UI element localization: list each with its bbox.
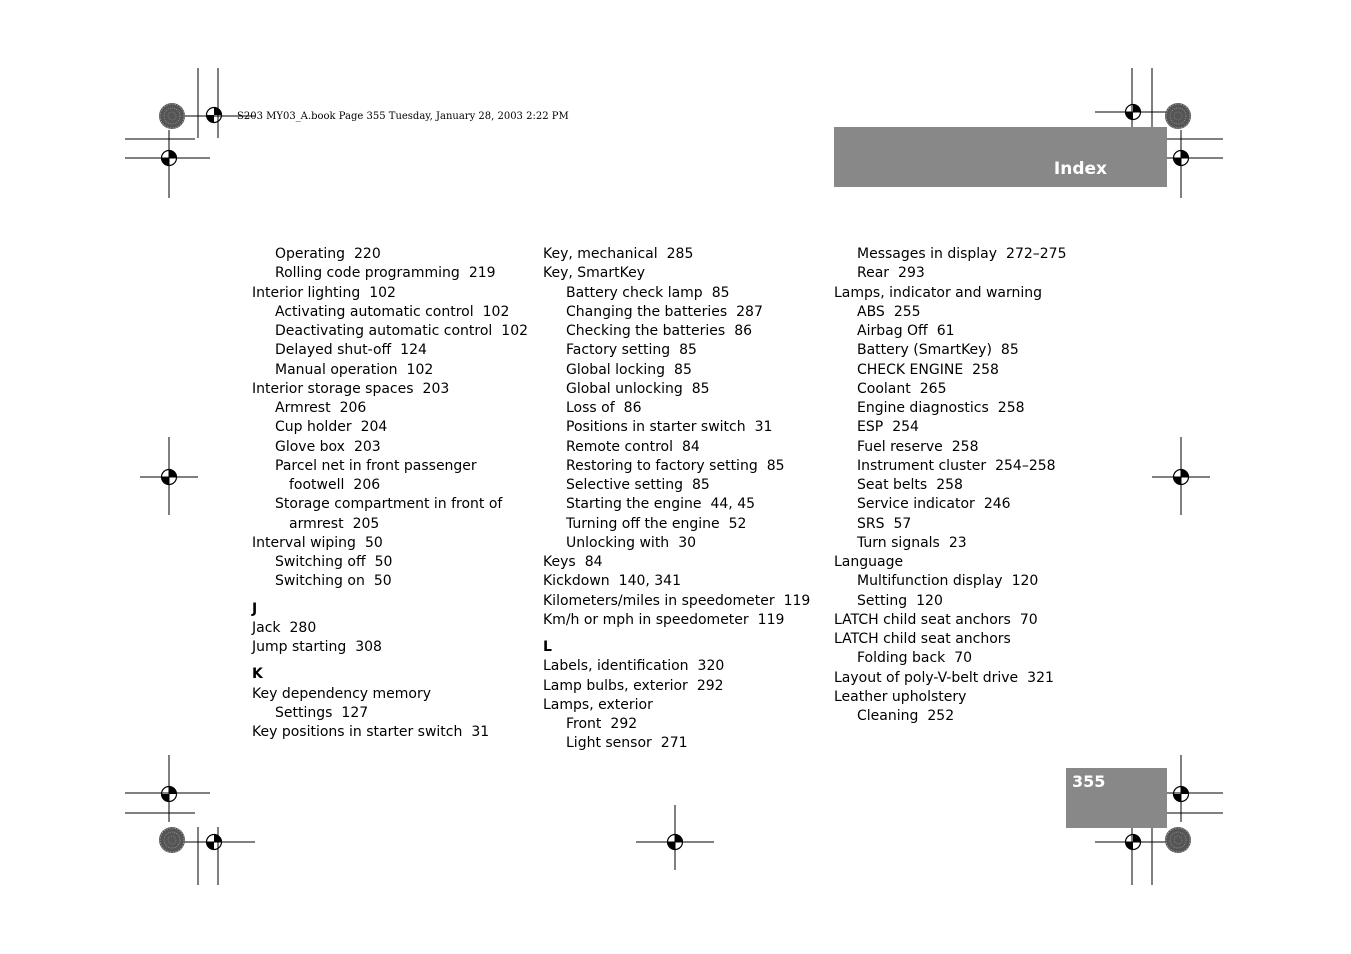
index-term: Settings <box>275 704 333 721</box>
index-page-ref: 120 <box>1011 573 1039 590</box>
index-term: Fuel reserve <box>857 438 943 455</box>
index-page-ref: 205 <box>352 515 380 532</box>
index-term: Seat belts <box>857 477 928 493</box>
index-term: CHECK ENGINE <box>857 361 964 378</box>
index-entry <box>834 707 1119 726</box>
index-page-ref: 203 <box>353 438 381 455</box>
index-page-ref: 50 <box>373 573 392 590</box>
index-term: Restoring to factory setting <box>566 457 758 474</box>
index-term: Language <box>834 554 904 570</box>
index-entry <box>834 688 1119 707</box>
index-page-ref: 85 <box>679 342 697 359</box>
index-entry <box>543 264 828 283</box>
index-page-ref: 85 <box>691 477 710 493</box>
index-term: Interior storage spaces <box>252 380 414 397</box>
index-term: Global locking <box>566 361 666 378</box>
index-entry <box>543 592 828 611</box>
index-term: footwell <box>289 477 345 493</box>
index-entry <box>834 284 1119 303</box>
index-term: Jump starting <box>252 639 347 655</box>
index-term: Armrest <box>275 400 331 416</box>
index-page-ref: 206 <box>353 477 381 493</box>
index-term: Checking the batteries <box>566 323 726 339</box>
index-term: ABS <box>857 303 885 320</box>
index-term: ESP <box>857 419 884 436</box>
index-term: Kilometers/miles in speedometer <box>543 592 775 609</box>
index-page-ref: 308 <box>355 639 382 655</box>
index-entry <box>543 361 828 380</box>
index-term: Labels, identification <box>543 658 689 675</box>
index-page-ref: 84 <box>584 554 603 570</box>
index-term: Messages in display <box>857 246 998 262</box>
index-page-ref: 206 <box>339 400 367 416</box>
index-entry <box>543 696 828 715</box>
index-entry <box>543 611 828 630</box>
index-page-ref: 272–275 <box>1006 246 1067 262</box>
index-entry <box>543 657 828 676</box>
index-term: Front <box>566 716 602 732</box>
index-entry <box>252 303 537 322</box>
index-entry <box>543 303 828 322</box>
index-term: Jack <box>252 619 281 636</box>
index-entry <box>543 284 828 303</box>
index-entry <box>543 438 828 457</box>
index-page-ref: 265 <box>919 380 947 397</box>
index-page-ref: 258 <box>951 438 979 455</box>
index-entry <box>252 457 537 476</box>
index-term: Interval wiping <box>252 534 356 551</box>
index-page-ref: 52 <box>728 515 747 532</box>
index-entry <box>834 303 1119 322</box>
index-entry <box>252 418 537 437</box>
index-entry <box>252 341 537 360</box>
index-page-ref: 85 <box>766 457 785 474</box>
section-header-band <box>834 127 1167 187</box>
index-page-ref: 119 <box>783 592 811 609</box>
index-term: Turn signals <box>857 534 940 551</box>
index-entry <box>834 572 1119 591</box>
index-page-ref: 102 <box>482 303 510 320</box>
index-page-ref: 258 <box>936 477 963 493</box>
index-entry <box>543 572 828 591</box>
index-term: armrest <box>289 515 344 532</box>
index-entry <box>834 592 1119 611</box>
index-page-ref: 70 <box>1019 611 1038 628</box>
index-page-ref: 85 <box>674 361 692 378</box>
index-term: Turning off the engine <box>566 515 720 532</box>
index-letter-heading <box>252 600 537 619</box>
index-page-ref: 280 <box>289 619 317 636</box>
index-term: Setting <box>857 592 908 609</box>
index-entry <box>834 322 1119 341</box>
index-entry <box>252 572 537 591</box>
index-term: Cleaning <box>857 708 919 724</box>
index-term: Folding back <box>857 650 946 667</box>
index-term: Remote control <box>566 438 673 455</box>
index-page-ref: 70 <box>954 650 973 667</box>
index-term: L <box>543 639 552 655</box>
index-term: Instrument cluster <box>857 457 987 474</box>
section-title: Index <box>1053 159 1107 179</box>
index-term: Interior lighting <box>252 284 361 301</box>
index-entry <box>834 245 1119 264</box>
index-entry <box>543 380 828 399</box>
index-entry <box>252 534 537 553</box>
index-page-ref: 321 <box>1027 669 1054 686</box>
index-page-ref: 84 <box>682 438 700 455</box>
index-term: Switching off <box>275 554 366 570</box>
index-term: LATCH child seat anchors <box>834 611 1011 628</box>
index-page-ref: 292 <box>696 677 724 694</box>
index-term: Operating <box>275 246 345 262</box>
index-entry <box>252 619 537 638</box>
index-entry <box>834 495 1119 514</box>
index-entry <box>252 284 537 303</box>
index-term: J <box>252 600 258 617</box>
index-term: Battery check lamp <box>566 284 703 301</box>
index-term: Light sensor <box>566 735 652 752</box>
index-term: Key, SmartKey <box>543 265 646 282</box>
index-page-ref: 246 <box>983 496 1011 513</box>
index-term: Loss of <box>566 400 615 416</box>
index-page-ref: 85 <box>711 284 730 301</box>
page-number: 355 <box>1072 772 1106 791</box>
index-page-ref: 285 <box>666 246 694 262</box>
index-entry <box>834 361 1119 380</box>
index-entry <box>834 476 1119 495</box>
index-page-ref: 271 <box>660 735 688 752</box>
index-term: Deactivating automatic control <box>275 323 493 339</box>
index-page-ref: 102 <box>369 284 396 301</box>
index-term: K <box>252 666 263 683</box>
index-term: Key, mechanical <box>543 246 658 262</box>
index-page-ref: 61 <box>936 323 955 339</box>
index-entry <box>543 341 828 360</box>
index-term: Delayed shut-off <box>275 342 392 359</box>
index-page-ref: 23 <box>948 534 967 551</box>
index-term: Selective setting <box>566 477 683 493</box>
index-term: Positions in starter switch <box>566 419 746 436</box>
index-page-ref: 57 <box>893 515 912 532</box>
index-entry <box>252 264 537 283</box>
index-entry <box>834 438 1119 457</box>
index-column-1 <box>252 245 537 742</box>
index-page-ref: 124 <box>400 342 427 359</box>
index-page-ref: 287 <box>736 303 763 320</box>
index-term: Airbag Off <box>857 323 928 339</box>
index-page-ref: 254–258 <box>995 457 1056 474</box>
index-page-ref: 31 <box>754 419 773 436</box>
index-entry <box>834 418 1119 437</box>
index-term: Km/h or mph in speedometer <box>543 611 749 628</box>
index-entry <box>543 495 828 514</box>
index-entry <box>252 704 537 723</box>
print-header: S203 MY03_A.book Page 355 Tuesday, January 28, 2003 2:22 PM <box>237 111 569 122</box>
index-entry <box>543 457 828 476</box>
index-term: Keys <box>543 554 576 570</box>
index-entry <box>252 553 537 572</box>
index-entry <box>543 715 828 734</box>
index-page-ref: 50 <box>364 534 383 551</box>
index-term: Activating automatic control <box>275 303 474 320</box>
index-page-ref: 85 <box>1000 342 1019 359</box>
page-number-box <box>1066 768 1167 828</box>
index-entry <box>543 322 828 341</box>
index-term: Engine diagnostics <box>857 400 989 416</box>
index-page-ref: 320 <box>697 658 725 675</box>
index-entry <box>252 438 537 457</box>
index-page-ref: 203 <box>422 380 450 397</box>
index-term: Factory setting <box>566 342 671 359</box>
index-entry <box>252 380 537 399</box>
index-entry <box>543 677 828 696</box>
index-term: LATCH child seat anchors <box>834 631 1011 647</box>
index-page-ref: 258 <box>997 400 1025 416</box>
index-term: Battery (SmartKey) <box>857 342 992 359</box>
index-entry <box>252 495 537 514</box>
index-entry <box>252 638 537 657</box>
index-entry <box>834 515 1119 534</box>
index-page-ref: 255 <box>893 303 921 320</box>
index-page-ref: 204 <box>360 419 388 436</box>
index-letter-heading <box>252 665 537 684</box>
index-entry <box>834 341 1119 360</box>
index-term: Glove box <box>275 438 345 455</box>
index-page-ref: 102 <box>406 361 434 378</box>
index-entry <box>834 264 1119 283</box>
index-entry <box>252 361 537 380</box>
index-entry <box>252 685 537 704</box>
index-term: Coolant <box>857 380 911 397</box>
index-entry <box>543 418 828 437</box>
index-term: Multifunction display <box>857 573 1003 590</box>
index-entry <box>543 245 828 264</box>
index-entry <box>834 553 1119 572</box>
index-term: SRS <box>857 515 885 532</box>
index-entry <box>543 399 828 418</box>
index-term: Starting the engine <box>566 496 702 513</box>
index-term: Lamps, exterior <box>543 696 653 713</box>
index-page-ref: 140, 341 <box>618 573 681 590</box>
index-page-ref: 86 <box>623 400 642 416</box>
index-entry <box>543 515 828 534</box>
index-letter-heading <box>543 638 828 657</box>
index-entry <box>834 457 1119 476</box>
index-term: Cup holder <box>275 419 352 436</box>
index-entry <box>543 553 828 572</box>
index-entry <box>834 630 1119 649</box>
index-page-ref: 252 <box>927 708 955 724</box>
index-page-ref: 120 <box>916 592 943 609</box>
index-page-ref: 31 <box>471 724 490 740</box>
index-page-ref: 293 <box>898 265 925 282</box>
index-term: Key positions in starter switch <box>252 724 463 740</box>
index-entry <box>834 649 1119 668</box>
index-page-ref: 254 <box>892 419 919 436</box>
index-page-ref: 220 <box>354 246 381 262</box>
index-entry <box>834 611 1119 630</box>
index-entry <box>543 534 828 553</box>
index-term: Parcel net in front passenger <box>275 457 477 474</box>
index-term: Storage compartment in front of <box>275 496 503 513</box>
index-page-ref: 50 <box>374 554 393 570</box>
index-entry <box>252 322 537 341</box>
index-page-ref: 127 <box>341 704 369 721</box>
index-column-3 <box>834 245 1119 726</box>
index-page-ref: 30 <box>678 534 697 551</box>
index-entry <box>834 399 1119 418</box>
index-entry <box>834 534 1119 553</box>
index-page-ref: 102 <box>501 323 529 339</box>
index-term: Global unlocking <box>566 380 683 397</box>
index-entry <box>252 476 537 495</box>
index-term: Unlocking with <box>566 534 670 551</box>
index-column-2 <box>543 245 828 754</box>
index-term: Service indicator <box>857 496 975 513</box>
index-page-ref: 258 <box>972 361 999 378</box>
index-entry <box>543 734 828 753</box>
index-term: Leather upholstery <box>834 688 967 705</box>
index-entry <box>252 245 537 264</box>
index-page-ref: 44, 45 <box>710 496 756 513</box>
index-term: Lamps, indicator and warning <box>834 284 1043 301</box>
index-entry <box>252 399 537 418</box>
index-page-ref: 219 <box>468 265 496 282</box>
index-entry <box>834 380 1119 399</box>
index-page-ref: 119 <box>757 611 785 628</box>
index-term: Lamp bulbs, exterior <box>543 677 688 694</box>
index-entry <box>252 723 537 742</box>
index-term: Rolling code programming <box>275 265 460 282</box>
index-page-ref: 86 <box>734 323 753 339</box>
index-term: Layout of poly-V-belt drive <box>834 669 1019 686</box>
index-term: Rear <box>857 265 890 282</box>
index-page-ref: 292 <box>610 716 638 732</box>
index-term: Kickdown <box>543 573 610 590</box>
index-term: Key dependency memory <box>252 685 432 702</box>
index-entry <box>834 669 1119 688</box>
index-page-ref: 85 <box>691 380 710 397</box>
index-term: Changing the batteries <box>566 303 728 320</box>
index-term: Switching on <box>275 573 365 590</box>
index-term: Manual operation <box>275 361 398 378</box>
index-entry <box>543 476 828 495</box>
index-entry <box>252 515 537 534</box>
